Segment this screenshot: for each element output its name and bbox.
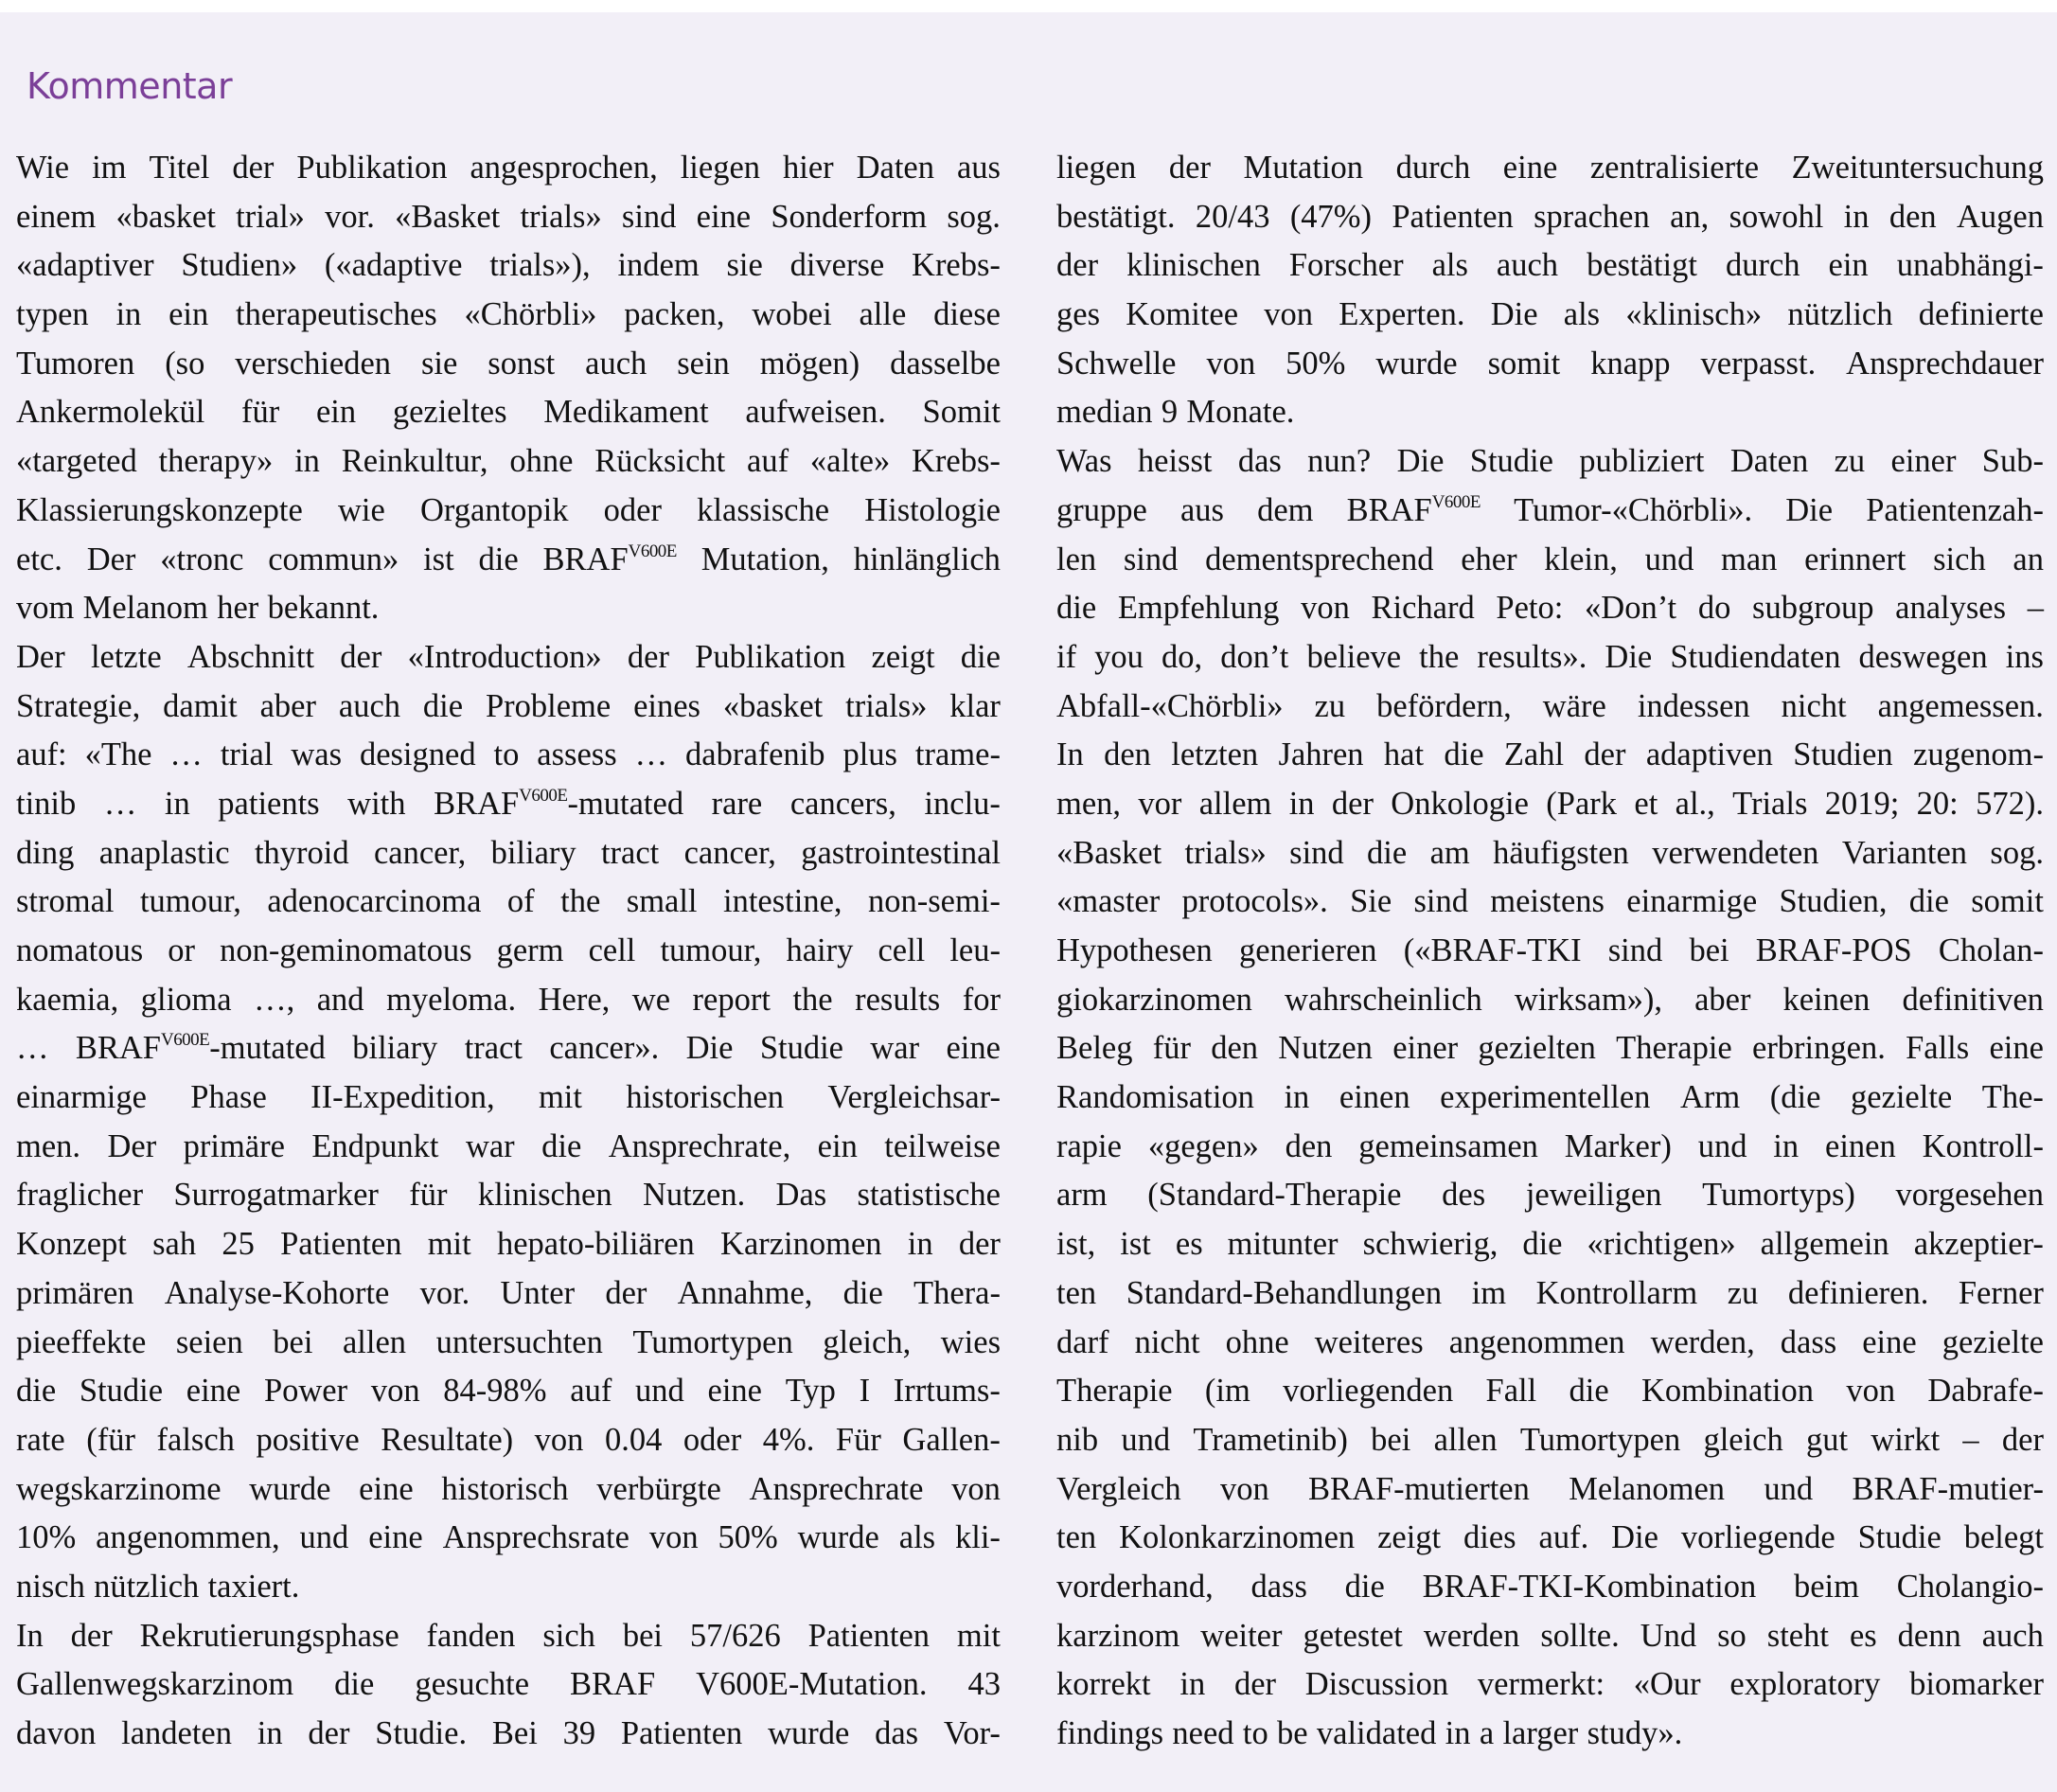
text-line: stromal tumour, adenocarcinoma of the small intestine, non-semi- [16, 883, 1001, 920]
text-line: Vergleich von BRAF-mutierten Melanomen und BRAF-mutier- [1056, 1470, 2044, 1507]
text-line: typen in ein therapeutisches «Chörbli» packen, wobei alle diese [16, 296, 1001, 333]
text-line: Klassierungskonzepte wie Organtopik oder klassische Histologie [16, 491, 1001, 528]
text-line: Gallenwegskarzinom die gesuchte BRAF V600E-Mutation. 43 [16, 1666, 1001, 1703]
text-line: Strategie, damit aber auch die Probleme eines «basket trials» klar [16, 687, 1001, 724]
text-line: Was heisst das nun? Die Studie publiziert Daten zu einer Sub- [1056, 443, 2044, 480]
text-line: Beleg für den Nutzen einer gezielten Therapie erbringen. Falls eine [1056, 1030, 2044, 1067]
text-line: ding anaplastic thyroid cancer, biliary tract cancer, gastrointestinal [16, 834, 1001, 871]
text-line: vom Melanom her bekannt. [16, 590, 380, 627]
text-line: rate (für falsch positive Resultate) von 0.04 oder 4%. Für Gallen- [16, 1421, 1001, 1458]
text-line: nomatous or non-geminomatous germ cell tumour, hairy cell leu- [16, 932, 1001, 968]
text-line: ten Standard-Behandlungen im Kontrollarm zu definieren. Ferner [1056, 1274, 2044, 1311]
text-line: Ankermolekül für ein gezieltes Medikament aufweisen. Somit [16, 394, 1001, 431]
text-line: korrekt in der Discussion vermerkt: «Our exploratory biomarker [1056, 1666, 2044, 1703]
text-line: Schwelle von 50% wurde somit knapp verpasst. Ansprechdauer [1056, 345, 2044, 381]
text-line: arm (Standard-Therapie des jeweiligen Tumortyps) vorgesehen [1056, 1177, 2044, 1214]
text-line: men. Der primäre Endpunkt war die Ansprechrate, ein teilweise [16, 1127, 1001, 1164]
text-line: Tumoren (so verschieden sie sonst auch sein mögen) dasselbe [16, 345, 1001, 381]
text-line: ges Komitee von Experten. Die als «klinisch» nützlich definierte [1056, 296, 2044, 333]
text-line: findings need to be validated in a larger study». [1056, 1715, 1683, 1751]
text-line: «adaptiver Studien» («adaptive trials»), indem sie diverse Krebs- [16, 247, 1001, 284]
text-line: nisch nützlich taxiert. [16, 1568, 300, 1605]
text-line: die Empfehlung von Richard Peto: «Don’t do subgroup analyses – [1056, 590, 2044, 627]
text-line: gruppe aus dem $BRAF^{V600E}$ Tumor-«Chörbli». Die Patientenzah- [1056, 491, 2044, 528]
text-line: Abfall-«Chörbli» zu befördern, wäre indessen nicht angemessen. [1056, 687, 2044, 724]
text-line: «master protocols». Sie sind meistens einarmige Studien, die somit [1056, 883, 2044, 920]
text-line: median 9 Monate. [1056, 394, 1295, 431]
text-line: Wie im Titel der Publikation angesprochen, liegen hier Daten aus [16, 150, 1001, 186]
text-line: einarmige Phase II-Expedition, mit historischen Vergleichsar- [16, 1079, 1001, 1116]
text-line: Hypothesen generieren («BRAF-TKI sind bei BRAF-POS Cholan- [1056, 932, 2044, 968]
text-line: «targeted therapy» in Reinkultur, ohne Rücksicht auf «alte» Krebs- [16, 443, 1001, 480]
text-line: … $BRAF^{V600E}$-mutated biliary tract cancer». Die Studie war eine [16, 1030, 1001, 1067]
text-line: if you do, don’t believe the results». Die Studiendaten deswegen ins [1056, 638, 2044, 675]
text-line: karzinom weiter getestet werden sollte. Und so steht es denn auch [1056, 1617, 2044, 1654]
text-line: ist, ist es mitunter schwierig, die «richtigen» allgemein akzeptier- [1056, 1226, 2044, 1263]
text-line: fraglicher Surrogatmarker für klinischen Nutzen. Das statistische [16, 1177, 1001, 1214]
text-line: tinib … in patients with $BRAF^{V600E}$-mutated rare cancers, inclu- [16, 785, 1001, 822]
text-line: In den letzten Jahren hat die Zahl der adaptiven Studien zugenom- [1056, 736, 2044, 773]
text-line: Der letzte Abschnitt der «Introduction» der Publikation zeigt die [16, 638, 1001, 675]
text-column-right [1056, 144, 2044, 1759]
text-line: men, vor allem in der Onkologie (Park et al., Trials 2019; 20: 572). [1056, 785, 2044, 822]
text-line: pieeffekte seien bei allen untersuchten Tumortypen gleich, wies [16, 1323, 1001, 1360]
text-line: giokarzinomen wahrscheinlich wirksam»), aber keinen definitiven [1056, 981, 2044, 1018]
section-title: Kommentar [27, 65, 233, 107]
text-line: Therapie (im vorliegenden Fall die Kombination von Dabrafe- [1056, 1373, 2044, 1410]
text-line: ten Kolonkarzinomen zeigt dies auf. Die vorliegende Studie belegt [1056, 1519, 2044, 1556]
text-line: etc. Der «tronc commun» ist die $BRAF^{V600E}$ Mutation, hinlänglich [16, 541, 1001, 577]
text-line: primären Analyse-Kohorte vor. Unter der Annahme, die Thera- [16, 1274, 1001, 1311]
text-line: «Basket trials» sind die am häufigsten verwendeten Varianten sog. [1056, 834, 2044, 871]
text-line: kaemia, glioma …, and myeloma. Here, we report the results for [16, 981, 1001, 1018]
text-line: Randomisation in einen experimentellen Arm (die gezielte The- [1056, 1079, 2044, 1116]
text-column-left [16, 144, 1001, 1759]
text-line: wegskarzinome wurde eine historisch verbürgte Ansprechrate von [16, 1470, 1001, 1507]
text-line: auf: «The … trial was designed to assess … dabrafenib plus trame- [16, 736, 1001, 773]
text-line: die Studie eine Power von 84-98% auf und eine Typ I Irrtums- [16, 1373, 1001, 1410]
text-line: darf nicht ohne weiteres angenommen werden, dass eine gezielte [1056, 1323, 2044, 1360]
comment-panel [0, 12, 2057, 1792]
text-line: 10% angenommen, und eine Ansprechsrate von 50% wurde als kli- [16, 1519, 1001, 1556]
text-line: rapie «gegen» den gemeinsamen Marker) und in einen Kontroll- [1056, 1127, 2044, 1164]
text-line: einem «basket trial» vor. «Basket trials» sind eine Sonderform sog. [16, 198, 1001, 235]
text-line: Konzept sah 25 Patienten mit hepato-biliären Karzinomen in der [16, 1226, 1001, 1263]
text-line: In der Rekrutierungsphase fanden sich bei 57/626 Patienten mit [16, 1617, 1001, 1654]
text-line: liegen der Mutation durch eine zentralisierte Zweituntersuchung [1056, 150, 2044, 186]
text-line: vorderhand, dass die BRAF-TKI-Kombination beim Cholangio- [1056, 1568, 2044, 1605]
text-line: der klinischen Forscher als auch bestätigt durch ein unabhängi- [1056, 247, 2044, 284]
text-line: bestätigt. 20/43 (47%) Patienten sprachen an, sowohl in den Augen [1056, 198, 2044, 235]
text-line: len sind dementsprechend eher klein, und man erinnert sich an [1056, 541, 2044, 577]
text-line: nib und Trametinib) bei allen Tumortypen gleich gut wirkt – der [1056, 1421, 2044, 1458]
text-line: davon landeten in der Studie. Bei 39 Patienten wurde das Vor- [16, 1715, 1001, 1751]
